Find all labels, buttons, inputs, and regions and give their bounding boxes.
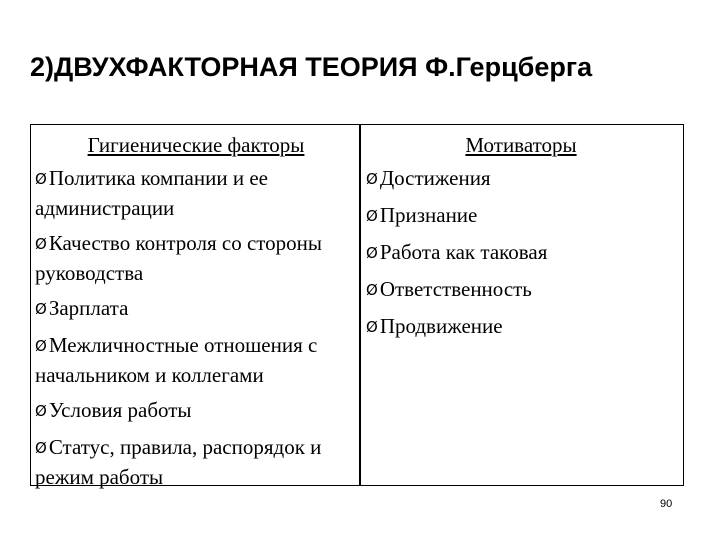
arrow-bullet-icon: Ø (35, 170, 47, 188)
list-item-text: Политика компании и ее администрации (35, 166, 268, 220)
list-item-text: Зарплата (48, 296, 129, 320)
motivators-header: Мотиваторы (465, 133, 577, 157)
page-number: 90 (660, 498, 673, 510)
arrow-bullet-icon: Ø (35, 337, 47, 355)
list-item-text: Достижения (379, 166, 491, 190)
list-item-text: Признание (379, 203, 478, 227)
hygiene-factors-header: Гигиенические факторы (87, 133, 305, 157)
list-item (366, 312, 676, 342)
list-item (35, 294, 357, 324)
table-top-border-left (30, 124, 360, 125)
list-item-text: Продвижение (379, 314, 503, 338)
arrow-bullet-icon: Ø (35, 235, 47, 253)
arrow-bullet-icon: Ø (366, 318, 378, 336)
list-item (35, 164, 357, 222)
arrow-bullet-icon: Ø (35, 402, 47, 420)
arrow-bullet-icon: Ø (35, 439, 47, 457)
list-item-text: Статус, правила, распорядок и режим работы (35, 435, 322, 489)
list-item-text: Работа как таковая (379, 240, 548, 264)
table-column-divider (359, 124, 361, 486)
list-item-text: Ответственность (379, 277, 532, 301)
arrow-bullet-icon: Ø (366, 281, 378, 299)
list-item (366, 201, 676, 231)
list-item-text: Качество контроля со стороны руководства (35, 231, 323, 285)
list-item (366, 238, 676, 268)
list-item (35, 433, 357, 491)
list-item-text: Межличностные отношения с начальником и коллегами (35, 333, 318, 387)
list-item (366, 275, 676, 305)
list-item (35, 396, 357, 426)
list-item (366, 164, 676, 194)
arrow-bullet-icon: Ø (366, 207, 378, 225)
motivators-column (366, 131, 676, 349)
arrow-bullet-icon: Ø (366, 244, 378, 262)
list-item (35, 331, 357, 389)
arrow-bullet-icon: Ø (35, 300, 47, 318)
list-item-text: Условия работы (48, 398, 192, 422)
slide-title: 2)ДВУХФАКТОРНАЯ ТЕОРИЯ Ф.Герцберга (30, 52, 593, 82)
list-item (35, 229, 357, 287)
table-top-border-right (360, 124, 684, 125)
hygiene-factors-column (35, 131, 357, 498)
arrow-bullet-icon: Ø (366, 170, 378, 188)
